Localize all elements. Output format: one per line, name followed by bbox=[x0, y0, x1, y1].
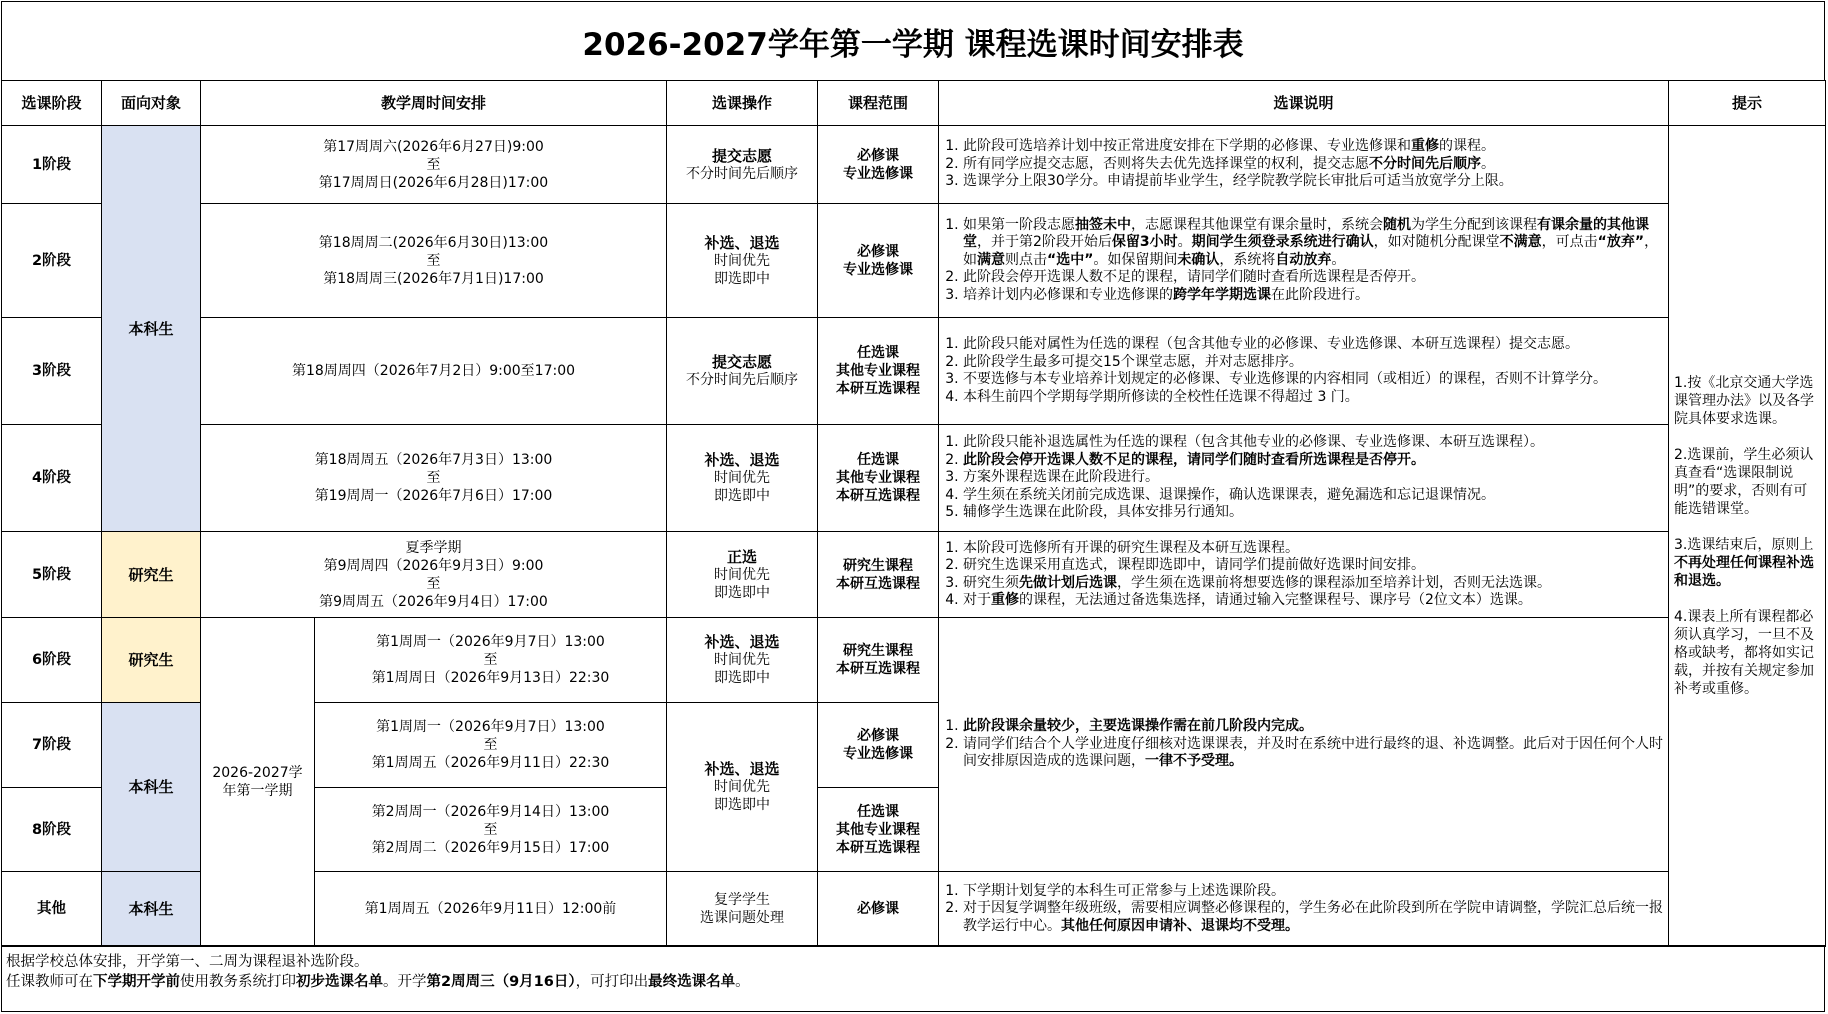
header-tips: 提示 bbox=[1668, 80, 1826, 126]
page-title: 2026-2027学年第一学期 课程选课时间安排表 bbox=[1, 1, 1825, 81]
tip-item: 4.课表上所有课程都必须认真学习，一旦不及格或缺考，都将如实记载，并按有关规定参加补考或重修。 bbox=[1674, 609, 1814, 697]
footer-line: 任课教师可在下学期开学前使用教务系统打印初步选课名单。开学第2周周三（9月16日），可打印出最终选课名单。 bbox=[6, 974, 750, 990]
stage-label: 4阶段 bbox=[1, 424, 102, 532]
target-undergrad: 本科生 bbox=[101, 702, 201, 872]
scope-cell: 任选课 其他专业课程 本研互选课程 bbox=[817, 424, 939, 532]
semester-label: 2026-2027学年第一学期 bbox=[200, 617, 315, 947]
notes-cell bbox=[938, 617, 1669, 872]
stage-label: 2阶段 bbox=[1, 203, 102, 318]
stage-label: 其他 bbox=[1, 871, 102, 947]
operation-cell: 补选、退选 时间优先 即选即中 bbox=[666, 203, 818, 318]
header-operation: 选课操作 bbox=[666, 80, 818, 126]
operation-cell: 补选、退选 时间优先 即选即中 bbox=[666, 424, 818, 532]
header-stage: 选课阶段 bbox=[1, 80, 102, 126]
note-item: 2. 所有同学应提交志愿，否则将失去优先选择课堂的权利，提交志愿不分时间先后顺序。 bbox=[963, 156, 1513, 174]
note-item: 1. 此阶段只能对属性为任选的课程（包含其他专业的必修课、专业选修课、本研互选课程）提交志愿。 bbox=[963, 336, 1607, 354]
header-schedule: 教学周时间安排 bbox=[200, 80, 667, 126]
note-item: 5. 辅修学生选课在此阶段，具体安排另行通知。 bbox=[963, 504, 1544, 522]
note-item: 3. 方案外课程选课在此阶段进行。 bbox=[963, 469, 1544, 487]
scope-cell: 任选课 其他专业课程 本研互选课程 bbox=[817, 787, 939, 872]
notes-cell bbox=[938, 424, 1669, 532]
operation-cell: 补选、退选 时间优先 即选即中 bbox=[666, 702, 818, 872]
note-item: 1. 本阶段可选修所有开课的研究生课程及本研互选课程。 bbox=[963, 540, 1551, 558]
scope-cell: 任选课 其他专业课程 本研互选课程 bbox=[817, 317, 939, 425]
tip-item: 2.选课前，学生必须认真查看“选课限制说明”的要求，否则有可能选错课堂。 bbox=[1674, 447, 1814, 517]
note-item: 3. 选课学分上限30学分。申请提前毕业学生，经学院教学院长审批后可适当放宽学分上限。 bbox=[963, 173, 1513, 191]
scope-cell: 必修课 专业选修课 bbox=[817, 125, 939, 204]
note-item: 2. 请同学们结合个人学业进度仔细核对选课课表，并及时在系统中进行最终的退、补选调整。此后对于因任何个人时间安排原因造成的选课问题，一律不予受理。 bbox=[963, 736, 1664, 771]
stage-label: 8阶段 bbox=[1, 787, 102, 872]
stage-label: 5阶段 bbox=[1, 531, 102, 618]
target-undergrad: 本科生 bbox=[101, 125, 201, 532]
schedule-cell: 夏季学期 第9周周四（2026年9月3日）9:00 至 第9周周五（2026年9月4日）17:00 bbox=[200, 531, 667, 618]
stage-label: 7阶段 bbox=[1, 702, 102, 788]
operation-cell: 正选 时间优先 即选即中 bbox=[666, 531, 818, 618]
scope-cell: 研究生课程 本研互选课程 bbox=[817, 531, 939, 618]
note-item: 2. 此阶段会停开选课人数不足的课程，请同学们随时查看所选课程是否停开。 bbox=[963, 269, 1664, 287]
tips-cell bbox=[1668, 125, 1826, 947]
note-item: 2. 此阶段会停开选课人数不足的课程，请同学们随时查看所选课程是否停开。 bbox=[963, 452, 1544, 470]
note-item: 1. 此阶段只能补退选属性为任选的课程（包含其他专业的必修课、专业选修课、本研互选课程）。 bbox=[963, 434, 1544, 452]
tip-item: 1.按《北京交通大学选课管理办法》以及各学院具体要求选课。 bbox=[1674, 375, 1814, 427]
header-notes: 选课说明 bbox=[938, 80, 1669, 126]
note-item: 1. 下学期计划复学的本科生可正常参与上述选课阶段。 bbox=[963, 883, 1664, 901]
note-item: 4. 本科生前四个学期每学期所修读的全校性任选课不得超过 3 门。 bbox=[963, 389, 1607, 407]
target-graduate: 研究生 bbox=[101, 531, 201, 618]
note-item: 3. 培养计划内必修课和专业选修课的跨学年学期选课在此阶段进行。 bbox=[963, 287, 1664, 305]
target-undergrad: 本科生 bbox=[101, 871, 201, 947]
tip-item: 3.选课结束后，原则上不再处理任何课程补选和退选。 bbox=[1674, 537, 1814, 589]
note-item: 4. 对于重修的课程，无法通过备选集选择，请通过输入完整课程号、课序号（2位文本）选课。 bbox=[963, 592, 1551, 610]
header-scope: 课程范围 bbox=[817, 80, 939, 126]
note-item: 1. 此阶段课余量较少，主要选课操作需在前几阶段内完成。 bbox=[963, 718, 1664, 736]
operation-cell: 提交志愿 不分时间先后顺序 bbox=[666, 317, 818, 425]
notes-cell bbox=[938, 317, 1669, 425]
operation-cell: 复学学生 选课问题处理 bbox=[666, 871, 818, 947]
stage-label: 6阶段 bbox=[1, 617, 102, 703]
schedule-cell: 第18周周五（2026年7月3日）13:00 至 第19周周一（2026年7月6日）17:00 bbox=[200, 424, 667, 532]
notes-cell bbox=[938, 871, 1669, 947]
schedule-cell: 第18周周四（2026年7月2日）9:00至17:00 bbox=[200, 317, 667, 425]
scope-cell: 必修课 专业选修课 bbox=[817, 702, 939, 788]
note-item: 1. 如果第一阶段志愿抽签未中，志愿课程其他课堂有课余量时，系统会随机为学生分配到该课程有课余量的其他课堂，并于第2阶段开始后保留3小时。期间学生须登录系统进行确认，如对随机分配课堂不满意，可点击“放弃”，如满意则点击“选中”。如保留期间未确认，系统将自动放弃。 bbox=[963, 217, 1664, 270]
stage-label: 3阶段 bbox=[1, 317, 102, 425]
note-item: 3. 不要选修与本专业培养计划规定的必修课、专业选修课的内容相同（或相近）的课程，否则不计算学分。 bbox=[963, 371, 1607, 389]
schedule-cell: 第1周周一（2026年9月7日）13:00 至 第1周周日（2026年9月13日）22:30 bbox=[314, 617, 667, 703]
target-graduate: 研究生 bbox=[101, 617, 201, 703]
scope-cell: 必修课 bbox=[817, 871, 939, 947]
notes-cell bbox=[938, 125, 1669, 204]
stage-label: 1阶段 bbox=[1, 125, 102, 204]
note-item: 4. 学生须在系统关闭前完成选课、退课操作，确认选课课表，避免漏选和忘记退课情况。 bbox=[963, 487, 1544, 505]
schedule-cell: 第2周周一（2026年9月14日）13:00 至 第2周周二（2026年9月15日）17:00 bbox=[314, 787, 667, 872]
footer-line: 根据学校总体安排，开学第一、二周为课程退补选阶段。 bbox=[6, 954, 369, 970]
header-target: 面向对象 bbox=[101, 80, 201, 126]
footer-notes bbox=[1, 945, 1825, 1012]
note-item: 1. 此阶段可选培养计划中按正常进度安排在下学期的必修课、专业选修课和重修的课程。 bbox=[963, 138, 1513, 156]
operation-cell: 提交志愿 不分时间先后顺序 bbox=[666, 125, 818, 204]
schedule-cell: 第1周周五（2026年9月11日）12:00前 bbox=[314, 871, 667, 947]
note-item: 2. 研究生选课采用直选式，课程即选即中，请同学们提前做好选课时间安排。 bbox=[963, 557, 1551, 575]
scope-cell: 研究生课程 本研互选课程 bbox=[817, 617, 939, 703]
notes-cell bbox=[938, 203, 1669, 318]
schedule-cell: 第17周周六(2026年6月27日)9:00 至 第17周周日(2026年6月28日)17:00 bbox=[200, 125, 667, 204]
schedule-cell: 第18周周二(2026年6月30日)13:00 至 第18周周三(2026年7月1日)17:00 bbox=[200, 203, 667, 318]
note-item: 2. 对于因复学调整年级班级，需要相应调整必修课程的，学生务必在此阶段到所在学院申请调整，学院汇总后统一报教学运行中心。其他任何原因申请补、退课均不受理。 bbox=[963, 900, 1664, 935]
operation-cell: 补选、退选 时间优先 即选即中 bbox=[666, 617, 818, 703]
notes-cell bbox=[938, 531, 1669, 618]
note-item: 3. 研究生须先做计划后选课，学生须在选课前将想要选修的课程添加至培养计划，否则无法选课。 bbox=[963, 575, 1551, 593]
note-item: 2. 此阶段学生最多可提交15个课堂志愿，并对志愿排序。 bbox=[963, 354, 1607, 372]
schedule-cell: 第1周周一（2026年9月7日）13:00 至 第1周周五（2026年9月11日）22:30 bbox=[314, 702, 667, 788]
scope-cell: 必修课 专业选修课 bbox=[817, 203, 939, 318]
